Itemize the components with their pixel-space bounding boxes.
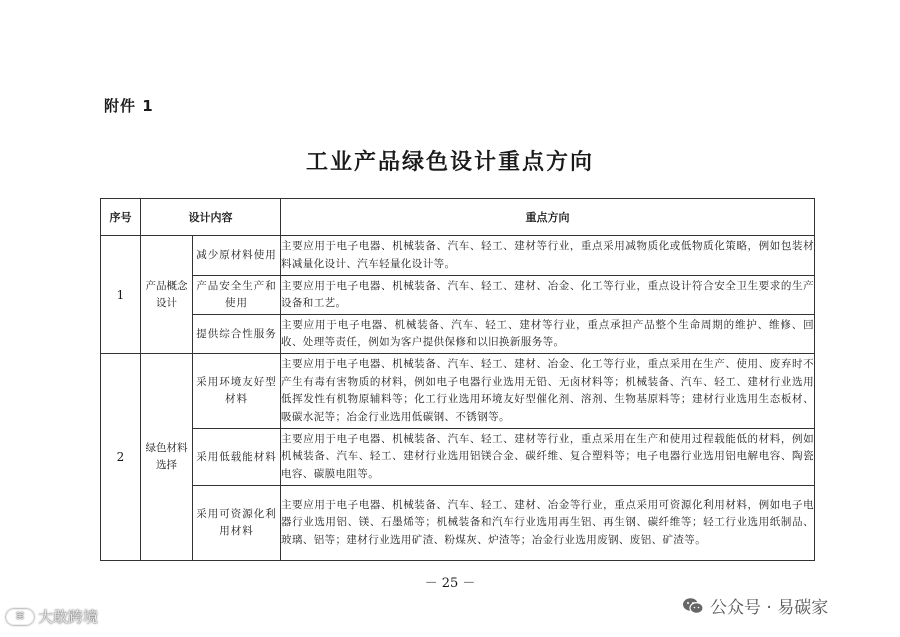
page-number: － 25 －	[424, 576, 476, 591]
category-cell: 产品概念设计	[141, 236, 193, 354]
header-key-direction: 重点方向	[281, 199, 815, 236]
item-cell: 提供综合性服务	[193, 315, 281, 354]
watermark-right-text: 公众号 · 易碳家	[710, 598, 829, 618]
header-seq: 序号	[101, 199, 141, 236]
wechat-icon	[682, 597, 704, 615]
item-cell: 采用环境友好型材料	[193, 354, 281, 429]
seq-cell: 1	[101, 236, 141, 354]
seq-cell: 2	[101, 354, 141, 561]
table-row	[101, 486, 815, 561]
direction-cell: 主要应用于电子电器、机械装备、汽车、轻工、建材、冶金、化工等行业，重点设计符合安全卫生要求的生产设备和工艺。	[281, 276, 815, 315]
table-header-row	[101, 199, 815, 236]
direction-cell: 主要应用于电子电器、机械装备、汽车、轻工、建材、冶金、化工等行业，重点采用在生产、使用、废弃时不产生有毒有害物质的材料，例如电子电器行业选用无铅、无卤材料等；机械装备、汽车、轻工、建材行业选用低挥发性有机物原辅料等；化工行业选用环境友好型催化剂、溶剂、生物基原料等；建材行业选用生态板材、吸碳水泥等；冶金行业选用低碳钢、不锈钢等。	[281, 354, 815, 429]
table-row	[101, 315, 815, 354]
table-row	[101, 429, 815, 486]
direction-cell: 主要应用于电子电器、机械装备、汽车、轻工、建材等行业，重点采用在生产和使用过程载能低的材料，例如机械装备、汽车、轻工、建材行业选用铝镁合金、碳纤维、复合塑料等；电子电器行业选用铝电解电容、陶瓷电容、碳膜电阻等。	[281, 429, 815, 486]
watermark-left-text: 大敢跨境	[38, 608, 99, 626]
table-row	[101, 354, 815, 429]
item-cell: 产品安全生产和使用	[193, 276, 281, 315]
annex-label: 附件 1	[104, 97, 154, 115]
item-cell: 减少原材料使用	[193, 236, 281, 276]
item-cell: 采用低载能材料	[193, 429, 281, 486]
design-direction-table	[100, 198, 815, 561]
table-row	[101, 276, 815, 315]
header-design-content: 设计内容	[141, 199, 281, 236]
watermark-logo-icon: ⌘	[6, 609, 34, 625]
direction-cell: 主要应用于电子电器、机械装备、汽车、轻工、建材、冶金等行业，重点采用可资源化利用材料，例如电子电器行业选用铝、镁、石墨烯等；机械装备和汽车行业选用再生铝、再生钢、碳纤维等；轻工行业选用纸制品、玻璃、铝等；建材行业选用矿渣、粉煤灰、炉渣等；冶金行业选用废钢、废铝、矿渣等。	[281, 486, 815, 561]
direction-cell: 主要应用于电子电器、机械装备、汽车、轻工、建材等行业，重点采用减物质化或低物质化策略，例如包装材料减量化设计、汽车轻量化设计等。	[281, 236, 815, 276]
category-cell: 绿色材料选择	[141, 354, 193, 561]
item-cell: 采用可资源化利用材料	[193, 486, 281, 561]
watermark-right	[682, 593, 828, 618]
direction-cell: 主要应用于电子电器、机械装备、汽车、轻工、建材等行业，重点承担产品整个生命周期的维护、维修、回收、处理等责任，例如为客户提供保修和以旧换新服务等。	[281, 315, 815, 354]
table-row	[101, 236, 815, 276]
document-title: 工业产品绿色设计重点方向	[305, 150, 594, 175]
watermark-left	[6, 606, 98, 627]
